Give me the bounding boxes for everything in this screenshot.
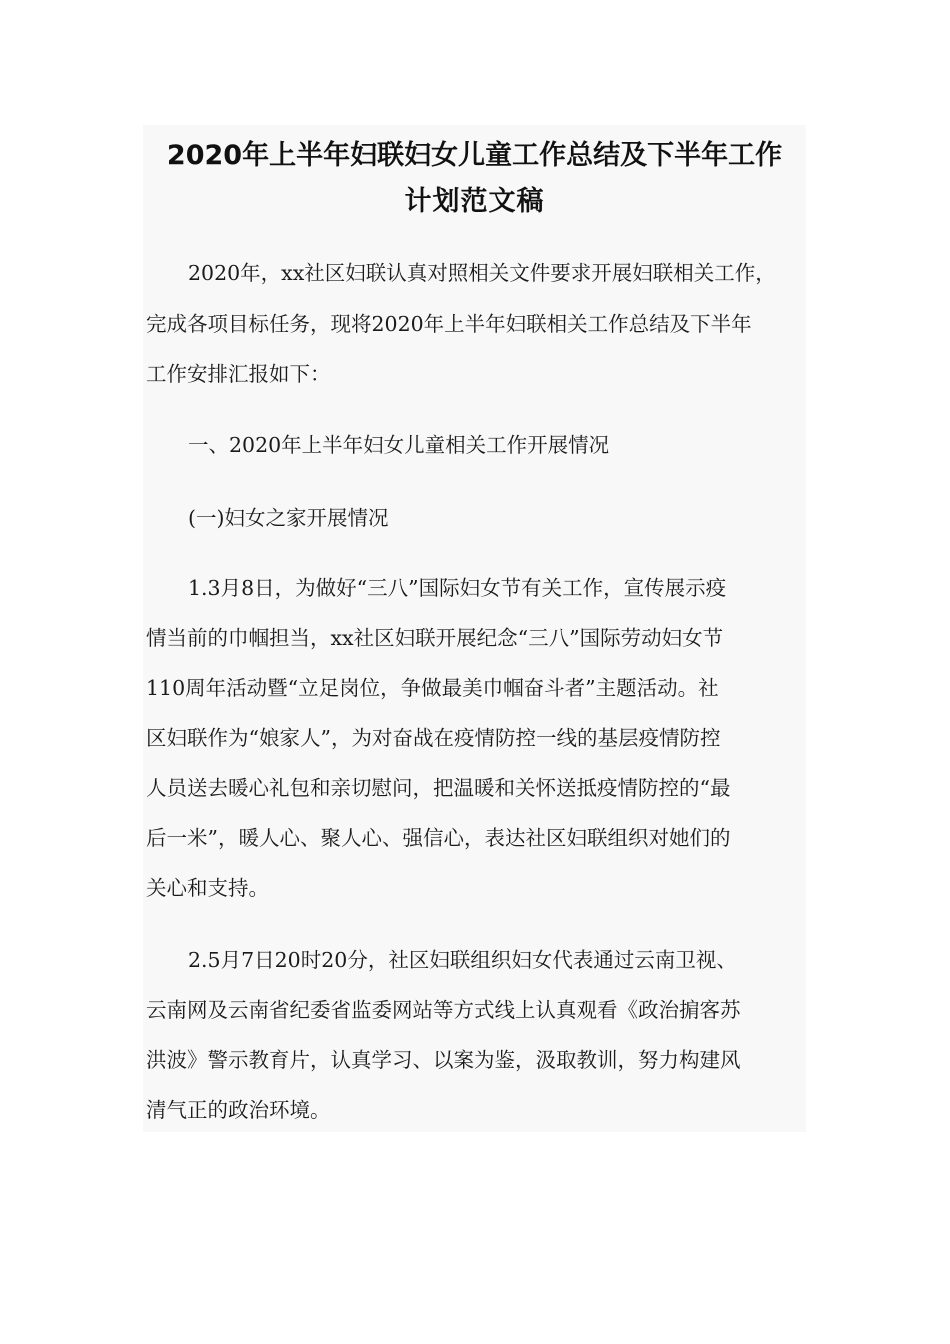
item-1-line-3: 110周年活动暨“立足岗位，争做最美巾帼奋斗者”主题活动。社 [146,676,719,700]
item-1-line-4: 区妇联作为“娘家人”，为对奋战在疫情防控一线的基层疫情防控 [146,726,721,750]
item-2-line-4: 清气正的政治环境。 [146,1098,331,1122]
intro-line-1: 2020年，xx社区妇联认真对照相关文件要求开展妇联相关工作， [188,261,776,285]
section-heading: 一、2020年上半年妇女儿童相关工作开展情况 [188,433,610,457]
intro-line-2: 完成各项目标任务，现将2020年上半年妇联相关工作总结及下半年 [146,312,752,336]
item-1-line-1: 1.3月8日，为做好“三八”国际妇女节有关工作，宣传展示疫 [188,576,727,600]
document-title-line-1: 2020年上半年妇联妇女儿童工作总结及下半年工作 [166,140,783,171]
item-1-line-6: 后一米”，暖人心、聚人心、强信心，表达社区妇联组织对她们的 [146,826,731,850]
item-1-line-5: 人员送去暖心礼包和亲切慰问，把温暖和关怀送抵疫情防控的“最 [146,776,731,800]
item-2-line-2: 云南网及云南省纪委省监委网站等方式线上认真观看《政治掮客苏 [146,998,741,1022]
item-1-line-2: 情当前的巾帼担当，xx社区妇联开展纪念“三八”国际劳动妇女节 [146,626,724,650]
subsection-heading: (一)妇女之家开展情况 [188,506,389,530]
document-title-line-2: 计划范文稿 [404,186,545,217]
document-title [143,133,806,225]
intro-line-3: 工作安排汇报如下： [146,362,331,386]
item-1-line-7: 关心和支持。 [146,876,269,900]
item-2-line-3: 洪波》警示教育片，认真学习、以案为鉴，汲取教训，努力构建风 [146,1048,741,1072]
item-2-line-1: 2.5月7日20时20分，社区妇联组织妇女代表通过云南卫视、 [188,948,737,972]
